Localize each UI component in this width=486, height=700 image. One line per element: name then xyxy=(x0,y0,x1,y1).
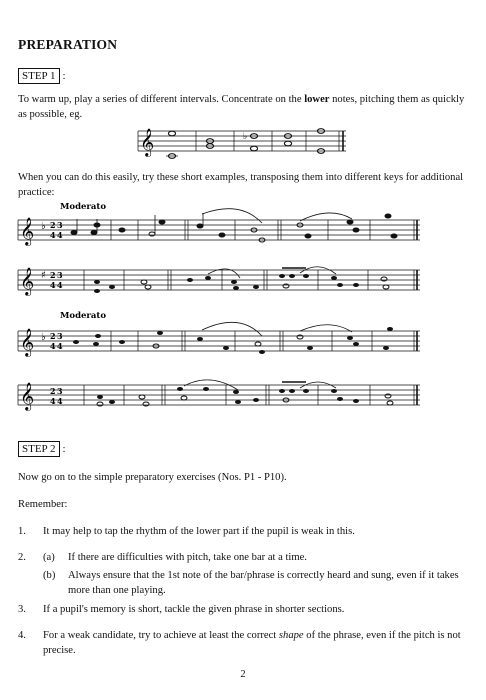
svg-text:♭: ♭ xyxy=(41,221,46,232)
list-item: If a pupil's memory is short, tackle the given phrase in shorter sections. xyxy=(43,604,345,615)
svg-text:𝄞: 𝄞 xyxy=(20,217,35,245)
page-number: 2 xyxy=(240,669,246,680)
step-2-text: Now go on to the simple preparatory exercises (Nos. P1 - P10). xyxy=(18,472,287,483)
svg-text:2: 2 xyxy=(50,270,56,280)
svg-text:4: 4 xyxy=(57,341,63,351)
svg-text:𝄞: 𝄞 xyxy=(20,328,35,356)
svg-text:3: 3 xyxy=(57,386,63,396)
music-example-2 xyxy=(18,267,420,296)
list-item: Always ensure that the 1st note of the bar/phrase is correctly heard and sung, even if it takes more than one playing. xyxy=(68,570,459,596)
svg-text:Moderato: Moderato xyxy=(60,311,107,321)
svg-text:2: 2 xyxy=(50,331,56,341)
svg-text:4: 4 xyxy=(50,396,56,406)
list-item-sub-label: (a) xyxy=(43,552,55,563)
music-example-1 xyxy=(18,202,420,246)
step-1-box: STEP 1 xyxy=(18,68,60,84)
svg-text:2: 2 xyxy=(50,220,56,230)
svg-text:4: 4 xyxy=(50,230,56,240)
svg-text:3: 3 xyxy=(57,331,63,341)
svg-text:3: 3 xyxy=(57,270,63,280)
svg-text:♭: ♭ xyxy=(41,332,46,343)
list-item: It may help to tap the rhythm of the lower part if the pupil is weak in this. xyxy=(43,526,355,537)
svg-text:4: 4 xyxy=(57,230,63,240)
svg-text:4: 4 xyxy=(50,280,56,290)
svg-text:𝄞: 𝄞 xyxy=(20,267,35,295)
step-2-label: STEP 2 : xyxy=(18,441,66,457)
svg-text:4: 4 xyxy=(57,396,63,406)
interval-example xyxy=(138,128,346,158)
list-item: For a weak candidate, try to achieve at least the correct shape of the phrase, even if the pitch is not precise. xyxy=(43,630,461,656)
svg-text:𝄞: 𝄞 xyxy=(20,382,35,410)
music-example-4 xyxy=(18,380,420,411)
step-2-box: STEP 2 xyxy=(18,441,60,457)
practice-paragraph: When you can do this easily, try these short examples, transposing them into different keys for additional practice: xyxy=(18,172,464,198)
intro-paragraph: To warm up, play a series of different intervals. Concentrate on the lower notes, pitching them as quickly as possible, eg. xyxy=(18,94,465,120)
svg-text:4: 4 xyxy=(57,280,63,290)
list-item: If there are difficulties with pitch, take one bar at a time. xyxy=(68,552,307,563)
list-item-number: 1. xyxy=(18,526,26,537)
step-1-label: STEP 1 : xyxy=(18,68,66,84)
treble-clef-icon: 𝄞 xyxy=(140,128,155,156)
svg-text:♭: ♭ xyxy=(243,132,248,142)
list-item-number: 3. xyxy=(18,604,26,615)
svg-text:2: 2 xyxy=(50,386,56,396)
svg-text:Moderato: Moderato xyxy=(60,202,107,212)
remember-label: Remember: xyxy=(18,499,68,510)
music-example-3 xyxy=(18,311,420,357)
svg-text:♯: ♯ xyxy=(41,270,46,281)
svg-text:4: 4 xyxy=(50,341,56,351)
list-item-number: 4. xyxy=(18,630,26,641)
svg-text:3: 3 xyxy=(57,220,63,230)
page-title: PREPARATION xyxy=(18,37,118,52)
list-item-number: 2. xyxy=(18,552,26,563)
list-item-sub-label: (b) xyxy=(43,570,56,581)
